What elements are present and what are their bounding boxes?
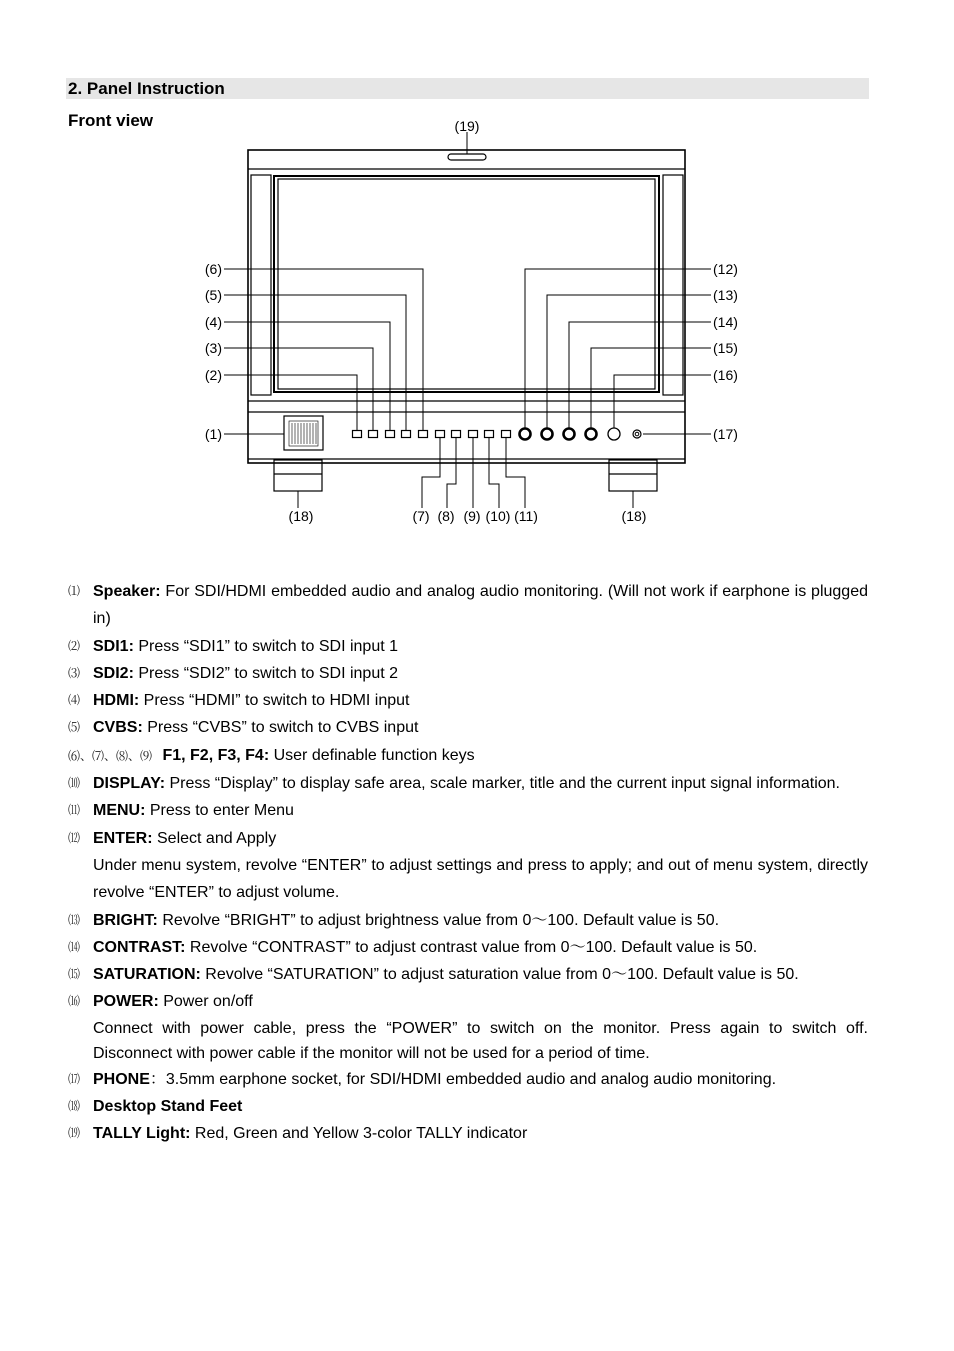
item-number: ⒂ bbox=[68, 967, 81, 982]
item-number: ⑷ bbox=[68, 693, 81, 708]
item-description: Select and Apply bbox=[152, 829, 277, 847]
callout-4: (4) bbox=[204, 314, 222, 330]
list-item bbox=[68, 825, 868, 907]
item-description: Red, Green and Yellow 3-color TALLY indicator bbox=[190, 1125, 528, 1143]
callout-17: (17) bbox=[713, 426, 738, 442]
item-number: ⑶ bbox=[68, 665, 81, 680]
item-number: ⑽ bbox=[68, 776, 81, 791]
enter-knob bbox=[520, 429, 531, 440]
list-item bbox=[68, 1066, 868, 1093]
item-term: SDI1: bbox=[93, 637, 134, 655]
callout-19: (19) bbox=[454, 118, 480, 134]
list-item bbox=[68, 988, 868, 1065]
f1-button bbox=[419, 431, 428, 438]
front-view-label: Front view bbox=[68, 111, 154, 130]
f3-button bbox=[452, 431, 461, 438]
item-description: Press “Display” to display safe area, scale marker, title and the current input signal information. bbox=[165, 775, 840, 793]
callout-15: (15) bbox=[713, 340, 738, 356]
list-item bbox=[68, 742, 868, 770]
callout-3: (3) bbox=[204, 340, 222, 356]
cvbs-button bbox=[402, 431, 411, 438]
callout-9: (9) bbox=[463, 508, 481, 524]
list-item bbox=[68, 770, 868, 797]
item-description: Revolve “BRIGHT” to adjust brightness value from 0～100. Default value is 50. bbox=[157, 911, 720, 929]
list-item bbox=[68, 687, 868, 714]
list-item bbox=[68, 714, 868, 741]
list-item bbox=[68, 660, 868, 687]
item-term: POWER: bbox=[93, 993, 159, 1011]
item-description: Press to enter Menu bbox=[145, 802, 294, 820]
item-number: ⒆ bbox=[68, 1126, 81, 1141]
item-description: Press “HDMI” to switch to HDMI input bbox=[139, 692, 410, 710]
stand-foot-right bbox=[609, 460, 657, 491]
item-description: User definable function keys bbox=[269, 746, 475, 764]
f2-button bbox=[436, 431, 445, 438]
item-term: Desktop Stand Feet bbox=[93, 1098, 243, 1116]
item-term: PHONE bbox=[93, 1070, 150, 1088]
list-item bbox=[68, 797, 868, 824]
menu-button bbox=[502, 431, 511, 438]
item-description: Power on/off bbox=[158, 993, 253, 1011]
item-term: DISPLAY: bbox=[93, 775, 166, 793]
item-description: ：3.5mm earphone socket, for SDI/HDMI embedded audio and analog audio monitoring. bbox=[149, 1070, 777, 1088]
list-item bbox=[68, 961, 868, 988]
item-number: ⒄ bbox=[68, 1071, 81, 1086]
list-item bbox=[68, 1120, 868, 1147]
item-description: Press “SDI1” to switch to SDI input 1 bbox=[133, 637, 398, 655]
item-description: Press “CVBS” to switch to CVBS input bbox=[142, 719, 419, 737]
callout-8: (8) bbox=[437, 508, 455, 524]
item-term: HDMI: bbox=[93, 692, 140, 710]
item-continuation: Connect with power cable, press the “POWER” to switch on the monitor. Press again to switch off. Disconnect with power cable if the monitor will not be used for a period of time. bbox=[93, 1019, 868, 1062]
stand-foot-left bbox=[274, 460, 322, 491]
phone-socket bbox=[633, 430, 641, 438]
display-button bbox=[485, 431, 494, 438]
callout-6: (6) bbox=[204, 261, 222, 277]
item-term: Speaker: bbox=[93, 583, 161, 600]
item-number: ⑿ bbox=[68, 830, 81, 845]
saturation-knob bbox=[586, 429, 597, 440]
callout-11: (11) bbox=[514, 508, 538, 524]
item-number: ⑴ bbox=[68, 584, 81, 598]
callout-10: (10) bbox=[485, 508, 511, 524]
callout-2: (2) bbox=[204, 367, 222, 383]
callout-16: (16) bbox=[713, 367, 738, 383]
contrast-knob bbox=[564, 429, 575, 440]
callout-7: (7) bbox=[412, 508, 430, 524]
panel-item-list bbox=[68, 578, 868, 1148]
item-term: SDI2: bbox=[93, 664, 134, 682]
list-item bbox=[68, 1093, 868, 1120]
item-description: Revolve “SATURATION” to adjust saturation value from 0～100. Default value is 50. bbox=[200, 966, 799, 984]
list-item bbox=[68, 578, 868, 633]
item-term: F1, F2, F3, F4: bbox=[162, 746, 270, 764]
list-item bbox=[68, 633, 868, 660]
screen bbox=[274, 176, 659, 392]
f4-button bbox=[469, 431, 478, 438]
item-number: ⒁ bbox=[68, 939, 81, 954]
callout-5: (5) bbox=[204, 287, 222, 303]
item-term: CVBS: bbox=[93, 719, 143, 737]
item-description: Press “SDI2” to switch to SDI input 2 bbox=[133, 664, 398, 682]
power-button bbox=[608, 428, 620, 440]
item-term: TALLY Light: bbox=[93, 1125, 191, 1143]
bright-knob bbox=[542, 429, 553, 440]
front-panel-diagram bbox=[195, 112, 755, 530]
item-number: ⑹、⑺、⑻、⑼ bbox=[68, 748, 153, 763]
item-number: ⑵ bbox=[68, 638, 81, 653]
callout-12: (12) bbox=[713, 261, 738, 277]
item-number: ⒃ bbox=[68, 994, 81, 1009]
item-description: Revolve “CONTRAST” to adjust contrast value from 0～100. Default value is 50. bbox=[185, 938, 758, 956]
tally-light bbox=[448, 154, 486, 160]
callout-1: (1) bbox=[204, 426, 222, 442]
item-number: ⒅ bbox=[68, 1099, 81, 1114]
item-description: For SDI/HDMI embedded audio and analog audio monitoring. (Will not work if earphone is plugged in) bbox=[93, 583, 868, 628]
callout-13: (13) bbox=[713, 287, 738, 303]
item-term: MENU: bbox=[93, 802, 146, 820]
list-item bbox=[68, 907, 868, 934]
callout-14: (14) bbox=[713, 314, 738, 330]
item-term: BRIGHT: bbox=[93, 911, 158, 929]
item-number: ⑾ bbox=[68, 803, 81, 818]
sdi2-button bbox=[369, 431, 378, 438]
callout-18-right: (18) bbox=[621, 508, 647, 524]
list-item bbox=[68, 934, 868, 961]
callout-18-left: (18) bbox=[288, 508, 314, 524]
item-term: SATURATION: bbox=[93, 966, 201, 984]
item-continuation: Under menu system, revolve “ENTER” to adjust settings and press to apply; and out of menu system, directly revolve “ENTER” to adjust volume. bbox=[93, 856, 868, 902]
item-number: ⒀ bbox=[68, 912, 81, 927]
item-term: CONTRAST: bbox=[93, 938, 186, 956]
section-title: 2. Panel Instruction bbox=[68, 79, 225, 98]
sdi1-button bbox=[353, 431, 362, 438]
item-number: ⑸ bbox=[68, 720, 81, 735]
hdmi-button bbox=[386, 431, 395, 438]
item-term: ENTER: bbox=[93, 829, 153, 847]
